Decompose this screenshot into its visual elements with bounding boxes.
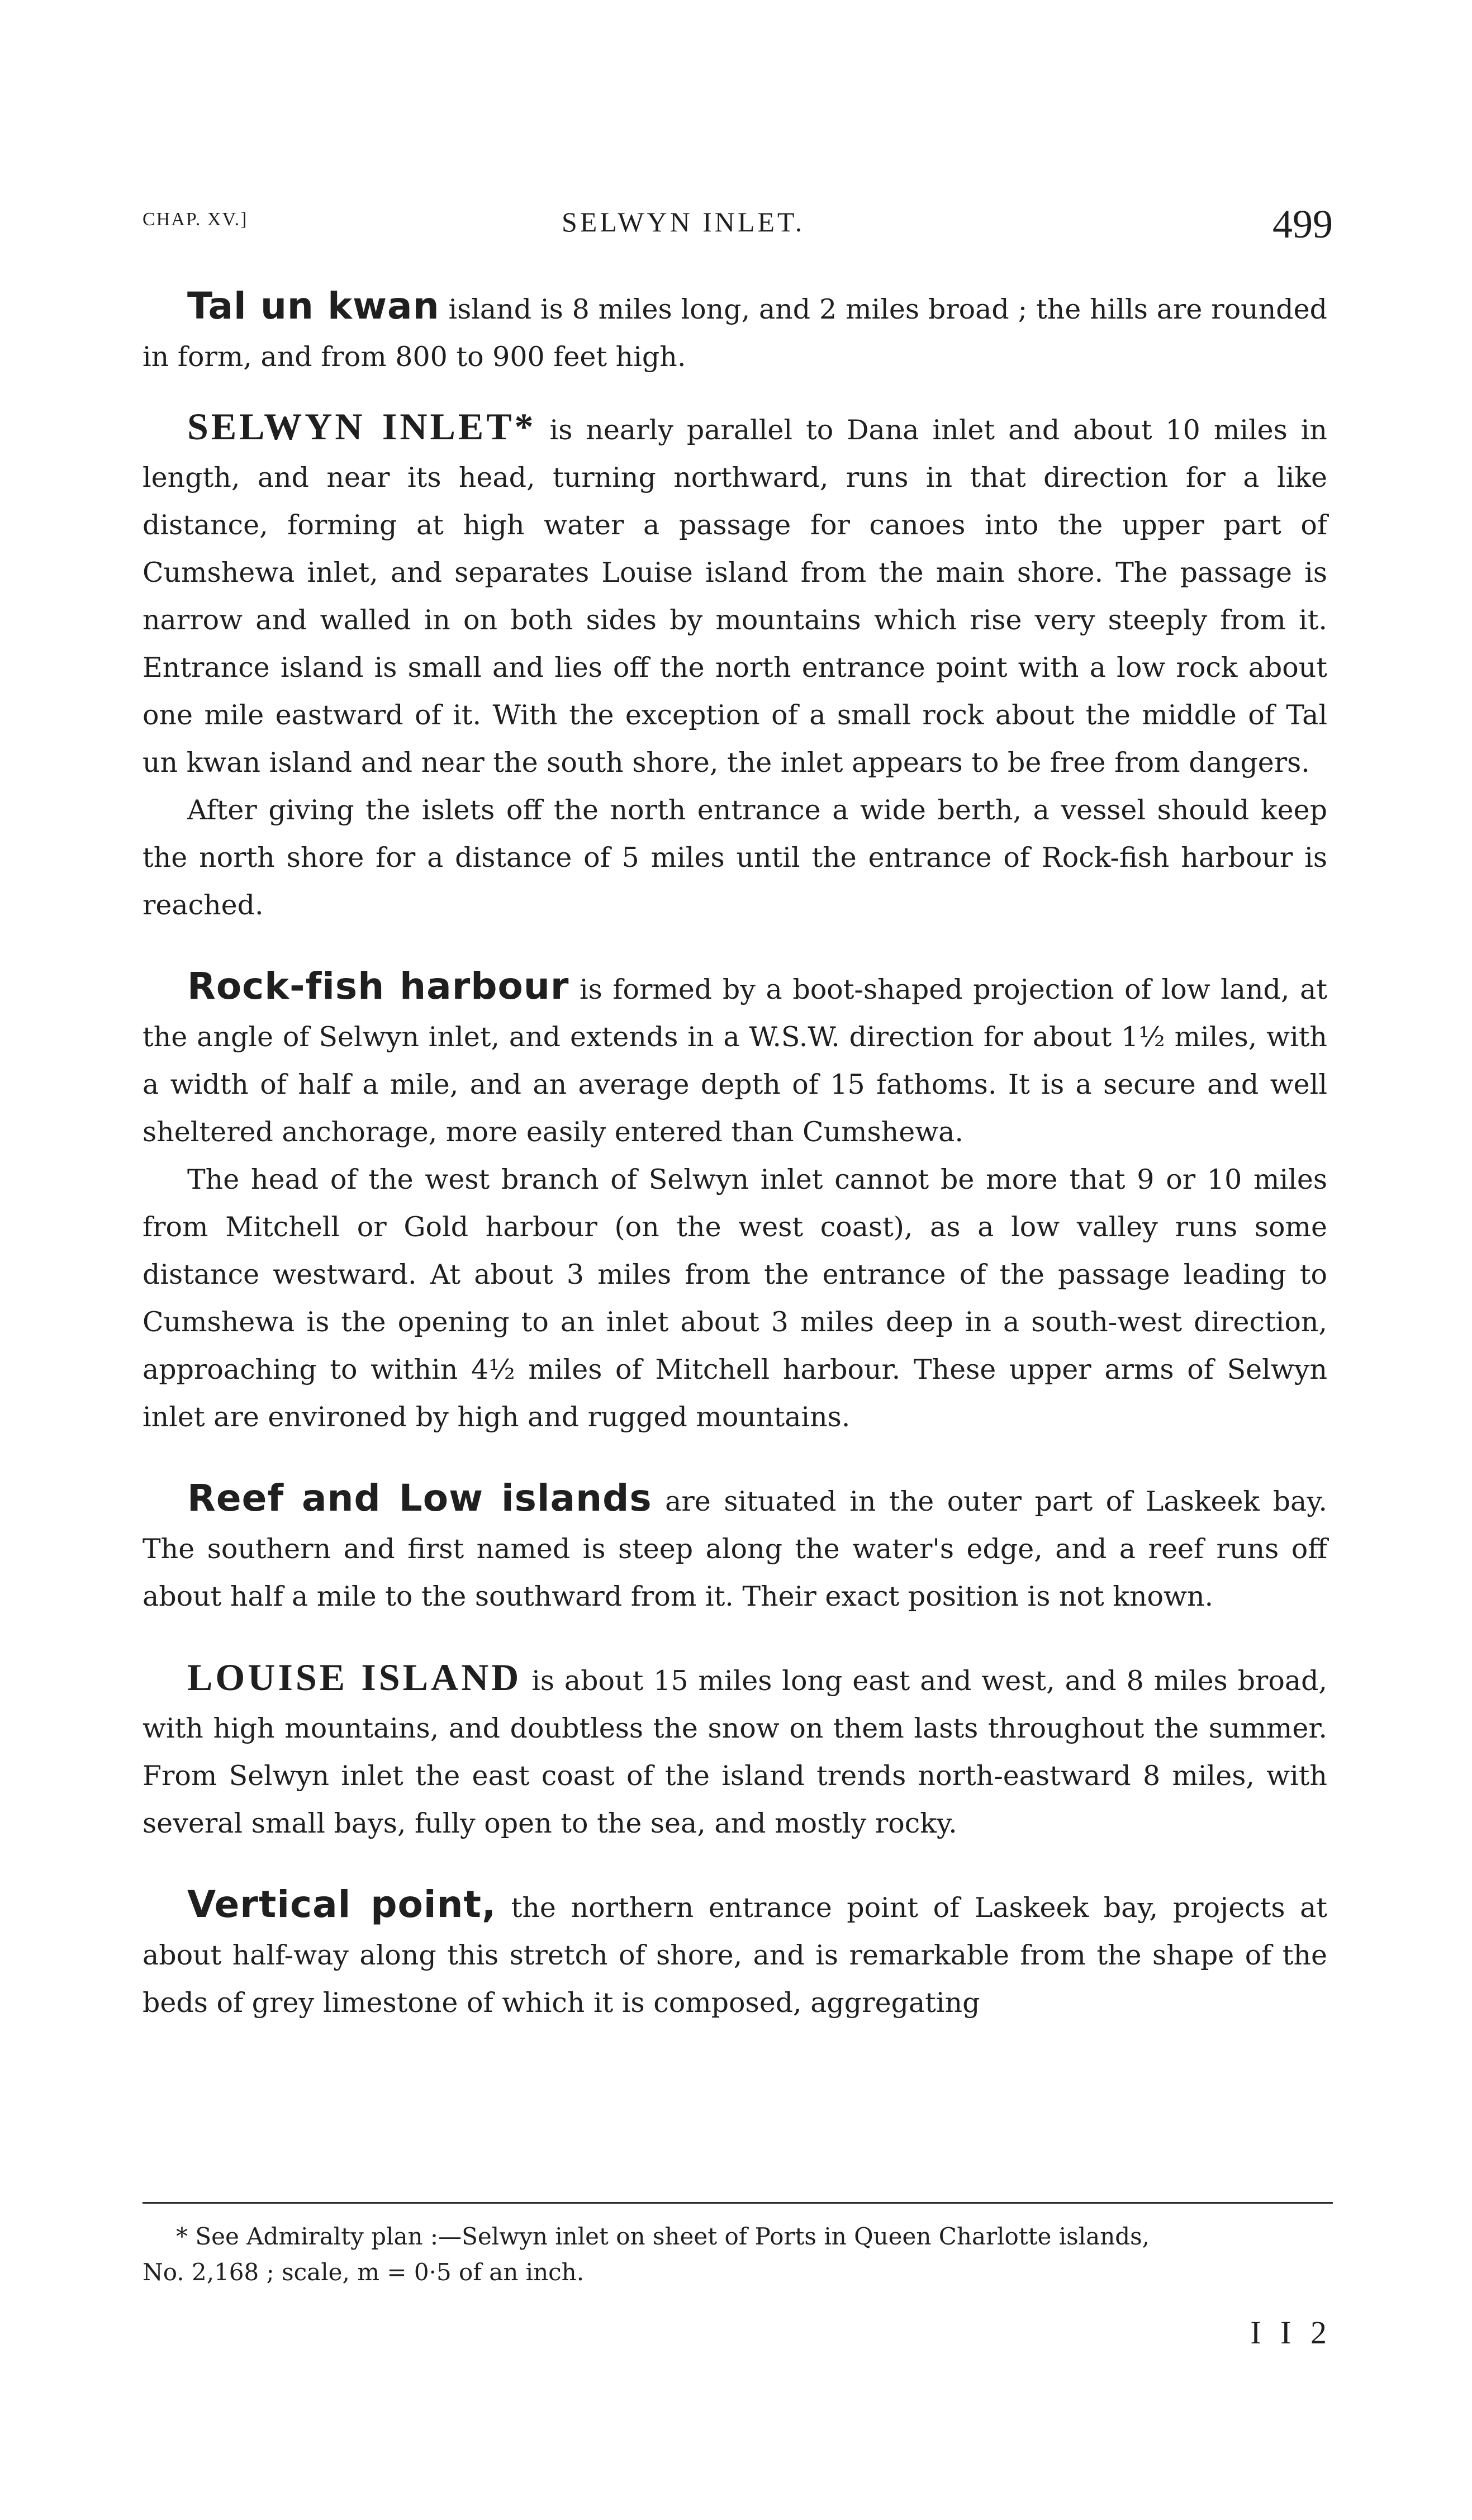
paragraph-selwyn-inlet <box>143 403 1327 786</box>
paragraph-text: is formed by a boot-shaped projection of low land, at the angle of Selwyn inlet, and extends in a W.S.W. direction for about 1½ miles, with a width of half a mile, and an average depth of 15 fathoms. It is a secure and well sheltered anchorage, more easily entered than Cumshewa. <box>143 974 1328 1148</box>
running-title: SELWYN INLET. <box>562 206 805 238</box>
paragraph-text: island is 8 miles long, and 2 miles broad ; the hills are rounded in form, and from 800 to 900 feet high. <box>143 293 1327 373</box>
paragraph-west-branch <box>143 1156 1327 1441</box>
paragraph-north-entrance <box>143 786 1327 929</box>
lead-reef-low-islands: Reef and Low islands <box>187 1477 652 1520</box>
paragraph-louise-island <box>143 1654 1327 1847</box>
footnote-line-2: No. 2,168 ; scale, m = 0·5 of an inch. <box>143 2258 585 2286</box>
lead-rock-fish-harbour: Rock-fish harbour <box>187 965 569 1008</box>
paragraph-text: the northern entrance point of Laskeek bay, projects at about half-way along this stretch of shore, and is remarkable from the shape of the beds of grey limestone of which it is composed, aggregating <box>143 1892 1327 2019</box>
paragraph-text: After giving the islets off the north entrance a wide berth, a vessel should keep the north shore for a distance of 5 miles until the entrance of Rock-fish harbour is reached. <box>143 794 1327 921</box>
paragraph-text: is about 15 miles long east and west, and 8 miles broad, with high mountains, and doubtless the snow on them lasts throughout the summer. From Selwyn inlet the east coast of the island trends north-eastward 8 miles, with several small bays, fully open to the sea, and mostly rocky. <box>143 1665 1328 1839</box>
footnote-line-1: * See Admiralty plan :—Selwyn inlet on sheet of Ports in Queen Charlotte islands, <box>176 2223 1150 2250</box>
paragraph-tal-un-kwan <box>143 282 1327 381</box>
paragraph-text: is nearly parallel to Dana inlet and about 10 miles in length, and near its head, turning northward, runs in that direction for a like distance, forming at high water a passage for canoes into the upper part of Cumshewa inlet, and separates Louise island from the main shore. The passage is narrow and walled in on both sides by mountains which rise very steeply from it. Entrance island is small and lies off the north entrance point with a low rock about one mile eastward of it. With the exception of a small rock about the middle of Tal un kwan island and near the south shore, the inlet appears to be free from dangers. <box>143 414 1327 779</box>
lead-vertical-point: Vertical point, <box>187 1883 497 1926</box>
page-number: 499 <box>1272 202 1333 246</box>
paragraph-reef-low-islands <box>143 1474 1327 1620</box>
footnote-rule <box>143 2202 1333 2204</box>
main-text <box>143 282 1327 2027</box>
lead-tal-un-kwan: Tal un kwan <box>187 284 440 328</box>
footnote <box>143 2219 1327 2290</box>
paragraph-text: The head of the west branch of Selwyn inlet cannot be more that 9 or 10 miles from Mitchell or Gold harbour (on the west coast), as a low valley runs some distance westward. At about 3 miles from the entrance of the passage leading to Cumshewa is the opening to an inlet about 3 miles deep in a south-west direction, approaching to within 4½ miles of Mitchell harbour. These upper arms of Selwyn inlet are environed by high and rugged mountains. <box>143 1164 1327 1433</box>
paragraph-vertical-point <box>143 1881 1327 2027</box>
chapter-label: CHAP. XV.] <box>143 209 248 230</box>
lead-louise-island: LOUISE ISLAND <box>187 1656 522 1698</box>
paragraph-rock-fish-harbour <box>143 962 1327 1156</box>
lead-selwyn-inlet: SELWYN INLET* <box>187 405 536 448</box>
signature-mark: I I 2 <box>1250 2314 1332 2351</box>
running-header <box>143 201 1333 246</box>
paragraph-text: are situated in the outer part of Laskeek bay. The southern and first named is steep along the water's edge, and a reef runs off about half a mile to the southward from it. Their exact position is not known. <box>143 1486 1327 1612</box>
